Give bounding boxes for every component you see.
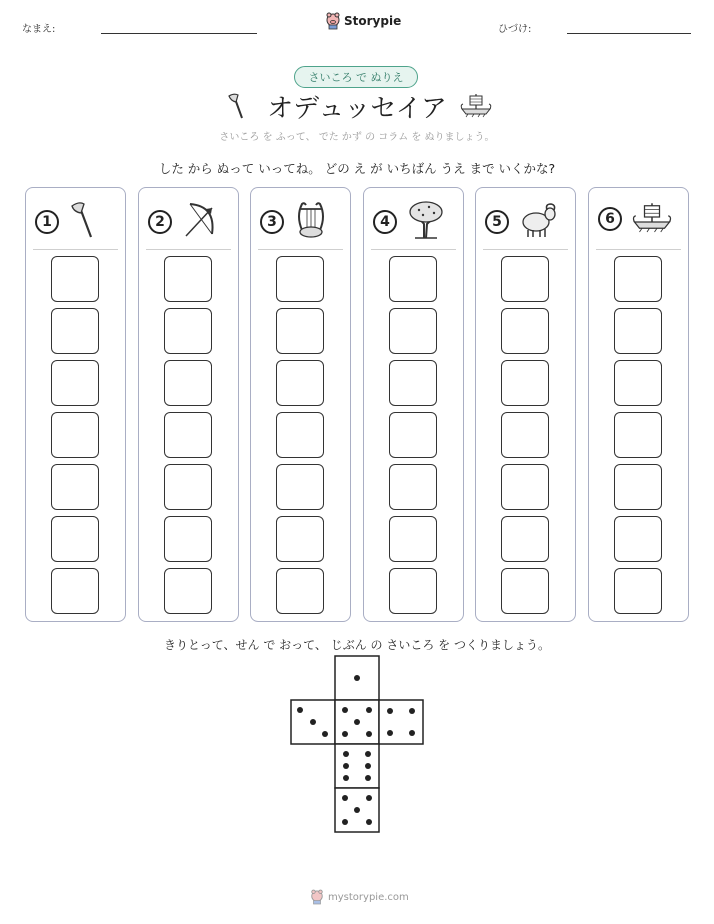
column-number: 5 [485,210,509,234]
subtitle: さいころ を ふって、 でた かず の コラム を ぬりましょう。 [219,132,495,143]
pig-logo-icon [310,889,324,905]
footer [310,889,409,905]
cut-instruction: きりとって、せん で おって、 じぶん の さいころ を つくりましょう。 [164,638,550,652]
name-label: なまえ: [22,24,56,35]
column-number: 6 [598,207,622,231]
column-number: 4 [373,210,397,234]
instruction-text: した から ぬって いってね。 どの え が いちばん うえ まで いくかな? [158,161,556,176]
page-title: オデュッセイア [267,94,447,124]
column-number: 1 [35,210,59,234]
brand-name: Storypie [344,14,402,28]
column-number: 2 [148,210,172,234]
dice-face-4 [379,700,423,744]
footer-url: mystorypie.com [328,891,409,903]
activity-badge: さいころ で ぬりえ [294,66,418,88]
date-label: ひづけ: [498,24,532,35]
dice-face-6 [335,744,379,788]
column-number: 3 [260,210,284,234]
